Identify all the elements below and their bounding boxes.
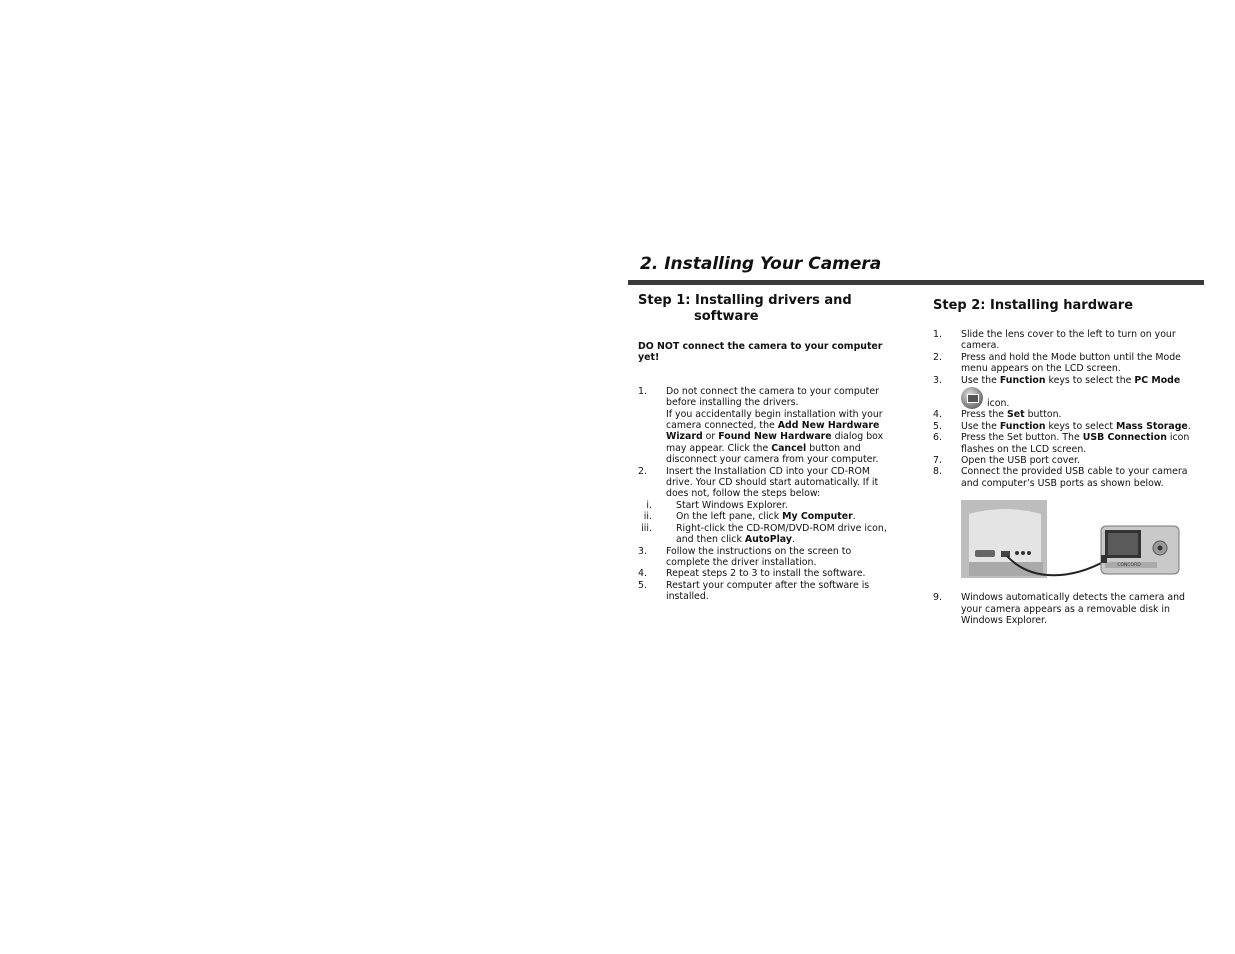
step1-warning: DO NOT connect the camera to your computer yet! [638,341,883,364]
list-item: 3. Use the Function keys to select the PC Mode icon. [933,374,1181,410]
step2-heading: Step 2: Installing hardware [933,298,1134,313]
usb-connection-photo [961,500,1181,578]
pc-mode-icon [961,387,983,409]
step1-heading [638,293,896,325]
list-item: ii. On the left pane, click My Computer. [643,511,856,523]
list-item: 1. Slide the lens cover to the left to turn on your camera. [933,329,1176,352]
list-item: iii. Right-click the CD-ROM/DVD-ROM drive icon, and then click AutoPlay. [641,522,887,546]
step1-heading-line2: software [694,309,759,324]
step1-list-continued [638,546,896,603]
camera-brand-label: CONCORD [1117,563,1141,569]
step1-heading-line1: Step 1: Installing drivers and [638,293,852,308]
list-item: 7. Open the USB port cover. [933,455,1080,467]
page-title: 2. Installing Your Camera [640,254,882,274]
list-item: 9. Windows automatically detects the camera and your camera appears as a removable disk in Windows Explorer. [933,592,1185,627]
step2-list [933,329,1195,489]
list-item: 5. Restart your computer after the software is installed. [638,579,870,603]
list-item: 6. Press the Set button. The USB Connection icon flashes on the LCD screen. [933,432,1190,455]
title-rule [628,280,1204,285]
list-item: 4. Press the Set button. [933,409,1062,421]
step1-sublist [638,500,896,546]
list-item: 2. Press and hold the Mode button until the Mode menu appears on the LCD screen. [933,351,1181,375]
step1-section [638,293,896,603]
list-item: i. Start Windows Explorer. [646,499,788,511]
list-item: 4. Repeat steps 2 to 3 to install the software. [638,568,866,580]
step2-section [933,298,1195,627]
list-item: 2. Insert the Installation CD into your CD-ROM drive. Your CD should start automatically. If it does not, follow the steps below: [638,465,879,500]
list-item: 1. Do not connect the camera to your computer before installing the drivers. If you accidentally begin installation with your camera connected, the Add New Hardware Wizard or Found New Hardware dialog box may appear. Click the Cancel button and disconnect your camera from your computer. [638,385,884,466]
step2-list-continued [933,592,1195,626]
list-item: 8. Connect the provided USB cable to your camera and computer’s USB ports as shown below. [933,466,1188,489]
list-item: 5. Use the Function keys to select Mass Storage. [933,420,1191,432]
step1-list [638,386,896,500]
list-item: 3. Follow the instructions on the screen to complete the driver installation. [638,545,852,568]
